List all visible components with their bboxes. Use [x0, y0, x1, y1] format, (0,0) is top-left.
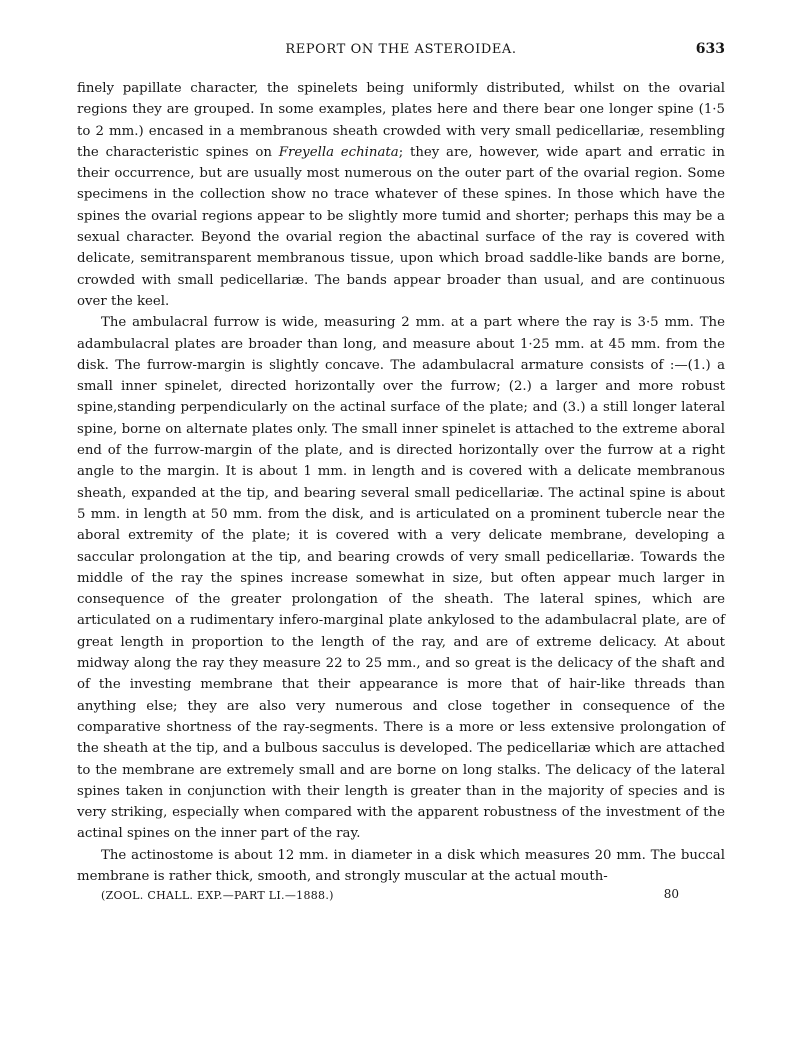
text-run: The ambulacral furrow is wide, measuring 2 mm. at a part where the ray is 3·5 mm. The adambulacral plates are broader than long, and measure about 1·25 mm. at 45 mm. from the disk. The furrow-margin is slightly concave. The adambulacral armature consists of :—(1.) a small inner spinelet, directed horizontally over the furrow; (2.) a larger and more robust spine,standing perpendicularly on the actinal surface of the plate; and (3.) a still longer lateral spine, borne on alternate plates only. The small inner spinelet is attached to the extreme aboral end of the furrow-margin of the plate, and is directed horizontally over the furrow at a right angle to the margin. It is about 1 mm. in length and is covered with a delicate membranous sheath, expanded at the tip, and bearing several small pedicellariæ. The actinal spine is about 5 mm. in length at 50 mm. from the disk, and is articulated on a prominent tubercle near the aboral extremity of the plate; it is covered with a very delicate membrane, developing a saccular prolongation at the tip, and bearing crowds of very small pedicellariæ. Towards the middle of the ray the spines increase somewhat in size, but often appear much larger in consequence of the greater prolongation of the sheath. The lateral spines, which are articulated on a rudimentary infero-marginal plate ankylosed to the adambulacral plate, are of great length in proportion to the length of the ray, and are of extreme delicacy. At about midway along the ray they measure 22 to 25 mm., and so great is the delicacy of the shaft and of the investing membrane that their appearance is more that of hair-like threads than anything else; they are also very numerous and close together in consequence of the comparative shortness of the ray-segments. There is a more or less extensive prolongation of the sheath at the tip, and a bulbous sacculus is developed. The pedicellariæ which are attached to the membrane are extremely small and are borne on long stalks. The delicacy of the lateral spines taken in conjunction with their length is greater than in the majority of species and is very striking, especially when compared with the apparent robustness of the investment of the actinal spines on the inner part of the ray.: [77, 315, 725, 842]
running-title: REPORT ON THE ASTEROIDEA.: [285, 42, 517, 57]
signature-mark: 80: [663, 887, 679, 902]
running-head: [77, 38, 725, 64]
paragraph: [77, 312, 725, 844]
footer-citation: (ZOOL. CHALL. EXP.—PART LI.—1888.): [101, 889, 334, 903]
page-number: 633: [695, 41, 725, 57]
body-text: [77, 78, 725, 887]
text-run: The actinostome is about 12 mm. in diameter in a disk which measures 20 mm. The buccal membrane is rather thick, smooth, and strongly muscular at the actual mouth-: [77, 847, 725, 884]
document-page: [77, 38, 725, 909]
text-run: ; they are, however, wide apart and erratic in their occurrence, but are usually most numerous on the outer part of the ovarial region. Some specimens in the collection show no trace whatever of these spines. In those which have the spines the ovarial regions appear to be slightly more tumid and shorter; perhaps this may be a sexual character. Beyond the ovarial region the abactinal surface of the ray is covered with delicate, semitransparent membranous tissue, upon which broad saddle-like bands are borne, crowded with small pedicellariæ. The bands appear broader than usual, and are continuous over the keel.: [77, 144, 725, 309]
page-footer: [77, 889, 725, 909]
text-run: finely papillate character, the spinelets being uniformly distributed, whilst on the ovarial regions they are grouped. In some examples, plates here and there bear one longer spine (1·5 to 2 mm.) encased in a membranous sheath crowded with very small pedicellariæ, resembling the characteristic spines on: [77, 81, 725, 160]
italic-species-name: Freyella echinata: [278, 144, 399, 160]
paragraph: [77, 78, 725, 312]
paragraph: [77, 845, 725, 888]
